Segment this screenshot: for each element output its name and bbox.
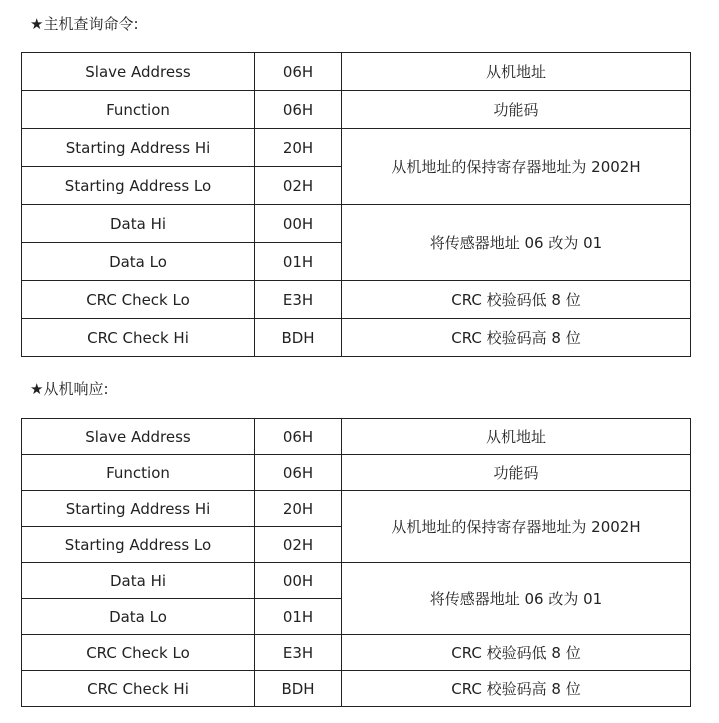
table-row [22,419,691,455]
field-name-cell: Starting Address Lo [22,167,255,205]
field-name-cell: Starting Address Hi [22,491,255,527]
description-cell: 从机地址的保持寄存器地址为 2002H [342,491,691,563]
table-row [22,319,691,357]
description-cell: CRC 校验码高 8 位 [342,319,691,357]
field-name-cell: Starting Address Hi [22,129,255,167]
value-cell: 01H [255,599,342,635]
table-row [22,671,691,707]
value-cell: 06H [255,419,342,455]
field-name-cell: Slave Address [22,419,255,455]
table-row [22,635,691,671]
description-cell: 功能码 [342,455,691,491]
value-cell: E3H [255,635,342,671]
value-cell: 20H [255,129,342,167]
description-cell: 将传感器地址 06 改为 01 [342,205,691,281]
query-command-table [21,52,691,357]
table-row [22,53,691,91]
value-cell: 01H [255,243,342,281]
table-row [22,91,691,129]
field-name-cell: Data Hi [22,563,255,599]
response-section-title: ★从机响应: [30,380,109,398]
value-cell: 00H [255,563,342,599]
value-cell: 06H [255,455,342,491]
description-cell: 功能码 [342,91,691,129]
field-name-cell: CRC Check Lo [22,281,255,319]
table-row [22,563,691,599]
value-cell: 02H [255,167,342,205]
value-cell: BDH [255,319,342,357]
field-name-cell: Data Lo [22,599,255,635]
table-row [22,129,691,167]
response-table [21,418,691,707]
description-cell: 从机地址 [342,419,691,455]
description-cell: 将传感器地址 06 改为 01 [342,563,691,635]
field-name-cell: Function [22,455,255,491]
description-cell: CRC 校验码低 8 位 [342,281,691,319]
field-name-cell: Starting Address Lo [22,527,255,563]
value-cell: 20H [255,491,342,527]
description-cell: CRC 校验码高 8 位 [342,671,691,707]
field-name-cell: CRC Check Lo [22,635,255,671]
query-section-title: ★主机查询命令: [30,15,139,33]
field-name-cell: CRC Check Hi [22,671,255,707]
field-name-cell: Function [22,91,255,129]
field-name-cell: Slave Address [22,53,255,91]
table-row [22,455,691,491]
value-cell: E3H [255,281,342,319]
table-row [22,205,691,243]
value-cell: 00H [255,205,342,243]
field-name-cell: Data Lo [22,243,255,281]
description-cell: CRC 校验码低 8 位 [342,635,691,671]
field-name-cell: Data Hi [22,205,255,243]
table-row [22,491,691,527]
value-cell: 06H [255,53,342,91]
description-cell: 从机地址 [342,53,691,91]
value-cell: 06H [255,91,342,129]
table-row [22,281,691,319]
description-cell: 从机地址的保持寄存器地址为 2002H [342,129,691,205]
field-name-cell: CRC Check Hi [22,319,255,357]
value-cell: BDH [255,671,342,707]
value-cell: 02H [255,527,342,563]
